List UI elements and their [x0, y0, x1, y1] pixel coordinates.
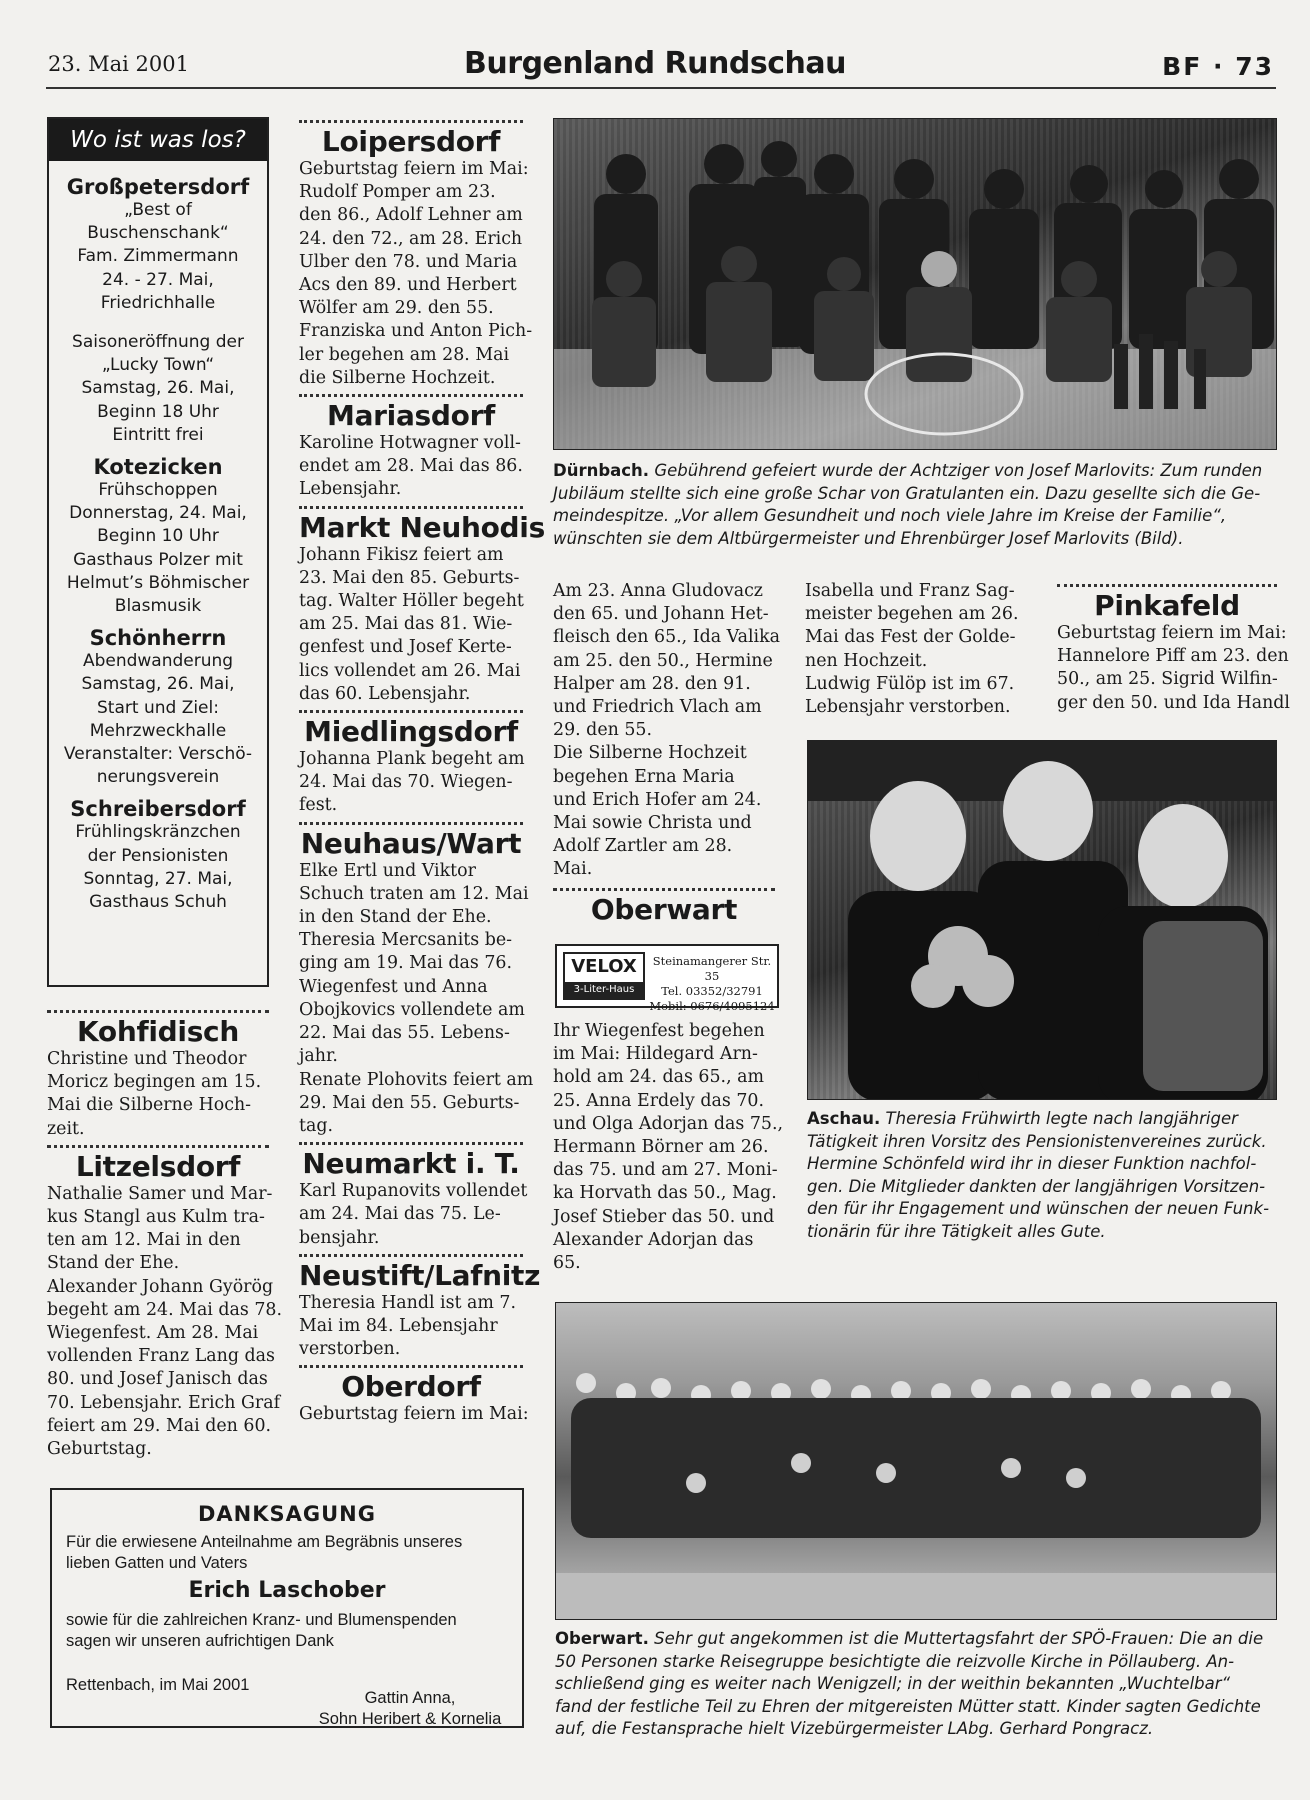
- events-box-line: Blasmusik: [114, 596, 202, 617]
- events-box-line: Eintritt frei: [112, 424, 204, 445]
- text-oberdorf: [299, 1403, 529, 1426]
- text-line: nen Hochzeit.: [805, 650, 928, 671]
- text-line: Elke Ertl und Viktor: [299, 860, 476, 881]
- text-line: ka Horvath das 50., Mag.: [553, 1183, 777, 1204]
- obituary-line: sagen wir unseren aufrichtigen Dank: [66, 1632, 334, 1650]
- text-line: meister begehen am 26.: [805, 604, 1019, 625]
- text-line: Geburtstag feiern im Mai:: [299, 159, 529, 179]
- column-2: [299, 120, 545, 1427]
- text-line: 29. den 55.: [553, 720, 652, 741]
- text-line: die Silberne Hochzeit.: [299, 367, 496, 388]
- events-box-line: Saisoneröffnung der: [72, 332, 244, 353]
- text-line: Karoline Hotwagner voll-: [299, 433, 521, 454]
- text-line: bensjahr.: [299, 1227, 380, 1248]
- caption-line: fand der festliche Teil zu Ehren der mitgereisten Mütter statt. Kinder sagten Gedichte: [555, 1696, 1261, 1716]
- events-box: [47, 117, 269, 987]
- text-line: und Friedrich Vlach am: [553, 697, 762, 718]
- text-line: Obojkovics vollendete am: [299, 999, 525, 1020]
- text-line: Wiegenfest und Anna: [299, 976, 488, 997]
- events-box-line: Beginn 18 Uhr: [97, 401, 219, 422]
- text-line: Theresia Mercsanits be-: [299, 930, 513, 951]
- events-box-text: [49, 479, 267, 618]
- caption-line: schließend ging es weiter nach Wenigzell; in der weithin bekannten „Wuchtelbar“: [555, 1674, 1231, 1694]
- ad-contact: [649, 954, 775, 1014]
- text-line: Geburtstag feiern im Mai:: [1057, 623, 1287, 643]
- text-line: 70. Lebensjahr. Erich Graf: [47, 1392, 281, 1413]
- text-line: endet am 28. Mai das 86.: [299, 456, 523, 477]
- issue-date: 23. Mai 2001: [48, 52, 189, 76]
- text-line: kus Stangl aus Kulm tra-: [47, 1207, 265, 1228]
- text-line: Mai.: [553, 859, 593, 880]
- caption-oberwart: [555, 1628, 1277, 1741]
- events-box-line: nerungsverein: [96, 767, 220, 788]
- heading-loipersdorf: Loipersdorf: [321, 125, 501, 158]
- text-line: 65.: [553, 1253, 581, 1274]
- caption-line: den für ihr Engagement und wünschen der neuen Funk-: [807, 1199, 1270, 1219]
- caption-line: gen. Die Mitglieder dankten der langjährigen Vorsitzen-: [807, 1176, 1266, 1196]
- separator: [1057, 584, 1277, 587]
- text-line: Ludwig Fülöp ist im 67.: [805, 673, 1015, 694]
- text-line: 50., am 25. Sigrid Wilfin-: [1057, 669, 1278, 690]
- text-line: Schuch traten am 12. Mai: [299, 883, 529, 904]
- caption-line: auf, die Festansprache hielt Vizebürgermeister LAbg. Gerhard Pongracz.: [555, 1719, 1154, 1739]
- text-line: tag. Walter Höller begeht: [299, 591, 524, 612]
- text-line: Ihr Wiegenfest begehen: [553, 1021, 765, 1041]
- events-box-line: der Pensionisten: [87, 845, 229, 866]
- events-box-line: Frühschoppen: [98, 480, 218, 501]
- events-box-text: [49, 650, 267, 789]
- text-continued-2: [805, 580, 1031, 719]
- caption-line: wünschten sie dem Altbürgermeister und Ehrenbürger Josef Marlovits (Bild).: [553, 528, 1184, 548]
- text-line: tag.: [299, 1115, 334, 1136]
- text-line: Mai das Fest der Golde-: [805, 627, 1016, 648]
- text-line: Karl Rupanovits vollendet: [299, 1181, 528, 1202]
- caption-duernbach: [553, 460, 1275, 550]
- caption-line: tionärin für ihre Tätigkeit alles Gute.: [807, 1221, 1106, 1241]
- obituary-signature: Sohn Heribert & Kornelia: [318, 1710, 502, 1728]
- text-line: Geburtstag.: [47, 1439, 152, 1460]
- text-line: das 60. Lebensjahr.: [299, 683, 471, 704]
- separator: [299, 1365, 523, 1368]
- text-line: 24. den 72., am 28. Erich: [299, 228, 523, 249]
- text-line: begeht am 24. Mai das 78.: [47, 1299, 283, 1320]
- newspaper-title: Burgenland Rundschau: [464, 46, 846, 81]
- events-box-line: Samstag, 26. Mai,: [81, 674, 235, 695]
- photo-aschau-silhouettes: [808, 741, 1276, 1099]
- caption-line: Jubiläum stellte sich eine große Schar von Gratulanten ein. Dazu gesellte sich die Ge-: [553, 483, 1261, 503]
- heading-neuhaus-wart: Neuhaus/Wart: [300, 826, 522, 860]
- obituary-line: Für die erwiesene Anteilnahme am Begräbnis unseres: [66, 1533, 463, 1551]
- separator: [299, 506, 523, 509]
- text-line: den 65. und Johann Het-: [553, 604, 769, 625]
- caption-line: 50 Personen starke Reisegruppe besichtigte die reizvolle Kirche in Pöllauberg. An-: [555, 1651, 1235, 1671]
- separator: [299, 1254, 523, 1257]
- text-line: Josef Stieber das 50. und: [553, 1206, 775, 1227]
- text-line: Christine und Theodor: [47, 1049, 247, 1069]
- text-line: am 25. den 50., Hermine: [553, 650, 773, 671]
- text-line: Wölfer am 29. den 55.: [299, 298, 494, 319]
- text-loipersdorf: [299, 158, 533, 390]
- text-line: Mai die Silberne Hoch-: [47, 1095, 252, 1116]
- caption-line: Gebührend gefeiert wurde der Achtziger von Josef Marlovits: Zum runden: [654, 461, 1263, 480]
- column-3-oberwart: [553, 1020, 784, 1275]
- text-line: Lebensjahr.: [299, 479, 402, 500]
- text-markt-neuhodis: [299, 544, 523, 706]
- text-neumarkt: [299, 1180, 528, 1250]
- text-line: Johanna Plank begeht am: [299, 749, 525, 770]
- heading-kohfidisch: Kohfidisch: [77, 1015, 239, 1048]
- text-line: den 86., Adolf Lehner am: [299, 205, 523, 226]
- text-line: und Olga Adorjan das 75.,: [553, 1113, 784, 1134]
- text-line: Am 23. Anna Gludovacz: [553, 581, 763, 601]
- text-litzelsdorf: [47, 1183, 283, 1461]
- velox-ad: [555, 944, 779, 1013]
- text-oberwart: [553, 1020, 784, 1275]
- text-line: genfest und Josef Kerte-: [299, 637, 512, 658]
- events-box-line: Fam. Zimmermann: [77, 246, 239, 267]
- events-box-text: [49, 821, 267, 914]
- text-line: vollenden Franz Lang das: [47, 1346, 275, 1367]
- events-box-heading: Schönherrn: [89, 626, 227, 651]
- events-box-heading: Kotezicken: [93, 455, 223, 480]
- text-line: Renate Plohovits feiert am: [299, 1069, 534, 1090]
- events-box-line: „Best of: [124, 200, 192, 220]
- text-line: 23. Mai den 85. Geburts-: [299, 567, 520, 588]
- text-line: 24. Mai das 70. Wiegen-: [299, 772, 513, 793]
- events-box-text: [49, 199, 267, 447]
- heading-miedlingsdorf: Miedlingsdorf: [304, 715, 518, 749]
- ad-address: Steinamangerer Str. 35: [652, 954, 772, 983]
- text-line: begehen Erna Maria: [553, 766, 735, 787]
- text-line: ging am 19. Mai das 76.: [299, 953, 513, 974]
- text-line: jahr.: [299, 1046, 338, 1067]
- heading-oberwart: Oberwart: [590, 892, 738, 926]
- events-box-line: Beginn 10 Uhr: [97, 526, 219, 547]
- text-neuhaus-wart: [299, 860, 534, 1138]
- events-box-heading: Großpetersdorf: [66, 175, 250, 199]
- photo-oberwart-silhouettes: [556, 1303, 1276, 1619]
- text-mariasdorf: [299, 432, 523, 502]
- heading-neumarkt: Neumarkt i. T.: [302, 1147, 520, 1181]
- heading-markt-neuhodis: Markt Neuhodis: [299, 510, 545, 544]
- text-line: Franziska und Anton Pich-: [299, 321, 533, 342]
- velox-logo: [563, 952, 645, 1000]
- events-box-line: Helmut’s Böhmischer: [66, 572, 250, 593]
- photo-duernbach: [553, 118, 1277, 450]
- velox-logo-sub: 3-Liter-Haus: [565, 982, 643, 998]
- separator: [299, 1142, 523, 1145]
- events-box-line: Buschenschank“: [87, 223, 229, 244]
- text-line: zeit.: [47, 1118, 85, 1139]
- events-box-line: 24. - 27. Mai,: [102, 269, 214, 290]
- events-box-line: „Lucky Town“: [101, 355, 215, 376]
- text-line: Nathalie Samer und Mar-: [47, 1183, 273, 1204]
- events-box-heading: Schreibersdorf: [70, 797, 246, 822]
- ad-tel: Tel. 03352/32791: [661, 984, 763, 998]
- photo-duernbach-silhouettes: [554, 119, 1276, 449]
- page-number: BF · 73: [1162, 52, 1274, 81]
- text-line: Alexander Adorjan das: [553, 1229, 754, 1250]
- caption-place: Aschau.: [807, 1109, 881, 1128]
- text-line: im Mai: Hildegard Arn-: [553, 1044, 758, 1065]
- separator: [299, 710, 523, 713]
- text-line: 29. Mai den 55. Geburts-: [299, 1092, 520, 1113]
- photo-oberwart-group: [555, 1302, 1277, 1620]
- caption-line: Theresia Frühwirth legte nach langjähriger: [885, 1109, 1238, 1128]
- text-line: feiert am 29. Mai den 60.: [47, 1415, 272, 1436]
- column-3: [553, 580, 780, 926]
- events-box-line: [49, 315, 267, 331]
- text-line: am 24. Mai das 75. Le-: [299, 1204, 501, 1225]
- text-line: fest.: [299, 795, 338, 816]
- text-line: Halper am 28. den 91.: [553, 673, 751, 694]
- text-line: hold am 24. das 65., am: [553, 1067, 764, 1088]
- obituary-line: sowie für die zahlreichen Kranz- und Blumenspenden: [66, 1611, 457, 1629]
- text-kohfidisch: [47, 1048, 269, 1141]
- obituary-notice: [50, 1488, 524, 1728]
- events-box-line: Gasthaus Polzer mit: [73, 549, 243, 570]
- text-line: fleisch den 65., Ida Valika: [553, 627, 780, 648]
- text-line: Stand der Ehe.: [47, 1253, 180, 1274]
- heading-mariasdorf: Mariasdorf: [327, 399, 495, 433]
- text-pinkafeld: [1057, 622, 1290, 715]
- column-4: [805, 580, 1031, 719]
- heading-neustift-lafnitz: Neustift/Lafnitz: [299, 1258, 541, 1292]
- separator: [47, 1010, 269, 1013]
- text-line: Ulber den 78. und Maria: [299, 251, 518, 272]
- separator: [299, 120, 523, 123]
- events-box-line: Friedrichhalle: [100, 292, 216, 313]
- column-5: [1057, 584, 1290, 715]
- text-line: verstorben.: [299, 1339, 401, 1360]
- text-line: Johann Fikisz feiert am: [299, 544, 504, 565]
- ad-mobil: Mobil: 0676/4095124: [649, 999, 775, 1013]
- obituary-place-date: Rettenbach, im Mai 2001: [66, 1676, 250, 1694]
- caption-line: Hermine Schönfeld wird ihr in dieser Funktion nachfol-: [807, 1154, 1257, 1174]
- text-continued: [553, 580, 780, 882]
- text-line: lics vollendet am 26. Mai: [299, 660, 521, 681]
- caption-aschau: [807, 1108, 1277, 1244]
- text-line: Moricz begingen am 15.: [47, 1072, 262, 1093]
- caption-place: Dürnbach.: [553, 461, 650, 480]
- separator: [299, 394, 523, 397]
- text-line: Rudolf Pomper am 23.: [299, 182, 496, 203]
- text-neustift-lafnitz: [299, 1292, 523, 1362]
- text-line: Mai sowie Christa und: [553, 813, 752, 834]
- heading-pinkafeld: Pinkafeld: [1094, 589, 1240, 622]
- events-box-line: Veranstalter: Verschö-: [63, 744, 253, 765]
- text-line: Geburtstag feiern im Mai:: [299, 1404, 529, 1425]
- separator: [47, 1145, 269, 1148]
- text-miedlingsdorf: [299, 748, 523, 818]
- caption-place: Oberwart.: [555, 1629, 649, 1648]
- obituary-signature: Gattin Anna,: [364, 1689, 456, 1707]
- velox-logo-text: VELOX: [571, 956, 637, 977]
- caption-line: Sehr gut angekommen ist die Muttertagsfahrt der SPÖ-Frauen: Die an die: [654, 1629, 1264, 1648]
- separator: [299, 822, 523, 825]
- events-box-line: Mehrzweckhalle: [89, 720, 227, 741]
- photo-aschau: [807, 740, 1277, 1100]
- text-line: ler begehen am 28. Mai: [299, 344, 510, 365]
- heading-oberdorf: Oberdorf: [341, 1370, 481, 1404]
- text-line: Acs den 89. und Herbert: [299, 275, 517, 296]
- text-line: ten am 12. Mai in den: [47, 1230, 241, 1251]
- text-line: Theresia Handl ist am 7.: [299, 1292, 517, 1313]
- events-box-title: Wo ist was los?: [49, 119, 267, 161]
- text-line: Hermann Börner am 26.: [553, 1137, 769, 1158]
- text-line: in den Stand der Ehe.: [299, 907, 492, 928]
- text-line: Die Silberne Hochzeit: [553, 743, 747, 764]
- events-box-line: Start und Ziel:: [97, 697, 219, 718]
- separator: [553, 888, 775, 891]
- text-line: Wiegenfest. Am 28. Mai: [47, 1323, 259, 1344]
- caption-line: meindespitze. „Vor allem Gesundheit und noch viele Jahre im Kreise der Familie“,: [553, 506, 1227, 526]
- events-box-line: Frühlingskränzchen: [75, 822, 241, 843]
- text-line: das 75. und am 27. Moni-: [553, 1160, 778, 1181]
- text-line: Hannelore Piff am 23. den: [1057, 646, 1289, 667]
- events-list: [49, 175, 267, 914]
- text-line: ger den 50. und Ida Handl: [1057, 692, 1290, 713]
- text-line: und Erich Hofer am 24.: [553, 789, 762, 810]
- text-line: Isabella und Franz Sag-: [805, 581, 1015, 601]
- text-line: am 25. Mai das 81. Wie-: [299, 614, 513, 635]
- text-line: Adolf Zartler am 28.: [553, 836, 733, 857]
- text-line: Alexander Johann Györög: [47, 1276, 274, 1297]
- obituary-title: DANKSAGUNG: [197, 1502, 376, 1526]
- text-line: 80. und Josef Janisch das: [47, 1369, 268, 1390]
- events-box-line: Samstag, 26. Mai,: [81, 378, 235, 399]
- text-line: 25. Anna Erdely das 70.: [553, 1090, 764, 1111]
- obituary-line: lieben Gatten und Vaters: [66, 1554, 248, 1572]
- text-line: 22. Mai das 55. Lebens-: [299, 1023, 510, 1044]
- events-box-line: Donnerstag, 24. Mai,: [69, 503, 247, 524]
- text-line: Lebensjahr verstorben.: [805, 697, 1011, 718]
- obituary-name: Erich Laschober: [188, 1578, 386, 1603]
- text-line: Mai im 84. Lebensjahr: [299, 1315, 498, 1336]
- events-box-line: Gasthaus Schuh: [89, 892, 227, 913]
- caption-line: Tätigkeit ihren Vorsitz des Pensionistenvereines zurück.: [807, 1131, 1267, 1151]
- header-rule: [46, 87, 1276, 89]
- heading-litzelsdorf: Litzelsdorf: [75, 1149, 241, 1183]
- column-1: [47, 1010, 283, 1461]
- events-box-line: Abendwanderung: [82, 651, 234, 672]
- events-box-line: Sonntag, 27. Mai,: [83, 868, 233, 889]
